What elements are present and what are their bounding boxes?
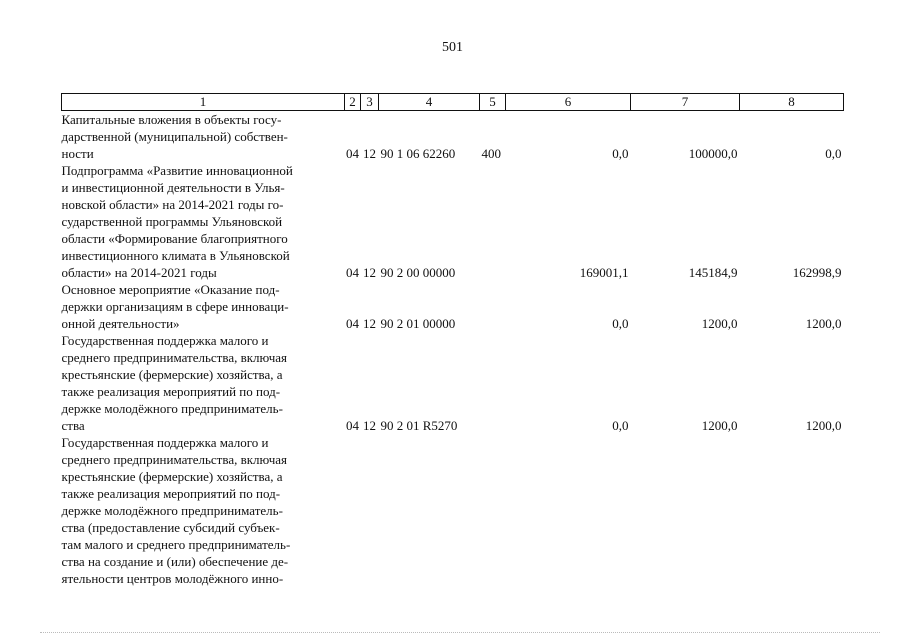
row-name-line: крестьянские (фермерские) хозяйства, а bbox=[61, 367, 283, 382]
table-row bbox=[62, 332, 844, 434]
section-code: 04 bbox=[346, 146, 359, 161]
row-name bbox=[62, 332, 345, 434]
target-article-code: 90 2 01 R5270 bbox=[380, 418, 458, 433]
table-row bbox=[62, 162, 844, 281]
scan-edge-artifact bbox=[40, 632, 880, 634]
subsection-code: 12 bbox=[363, 418, 376, 433]
page-number: 501 bbox=[442, 40, 463, 55]
row-name-line: держке молодёжного предприниматель- bbox=[61, 503, 283, 518]
row-name-line: там малого и среднего предприниматель- bbox=[61, 537, 291, 552]
row-name-line: области» на 2014-2021 годы bbox=[61, 265, 217, 280]
column-header: 3 bbox=[361, 94, 379, 111]
row-name bbox=[62, 111, 345, 163]
row-name-line: инвестиционного климата в Ульяновской bbox=[61, 248, 290, 263]
amount-col-6: 0,0 bbox=[612, 418, 629, 433]
column-header: 2 bbox=[345, 94, 361, 111]
row-name-line: Государственная поддержка малого и bbox=[61, 333, 269, 348]
amount-col-6: 169001,1 bbox=[579, 265, 629, 280]
row-name bbox=[62, 162, 345, 281]
amount-col-6: 0,0 bbox=[612, 146, 629, 161]
column-header: 6 bbox=[506, 94, 631, 111]
row-name-line: Капитальные вложения в объекты госу- bbox=[61, 112, 282, 127]
amount-col-7: 1200,0 bbox=[701, 418, 738, 433]
column-header: 4 bbox=[379, 94, 480, 111]
column-header: 1 bbox=[62, 94, 345, 111]
row-name bbox=[62, 434, 345, 587]
row-name-line: Основное мероприятие «Оказание под- bbox=[61, 282, 280, 297]
column-header: 8 bbox=[740, 94, 844, 111]
table-row bbox=[62, 434, 844, 587]
row-name-line: ятельности центров молодёжного инно- bbox=[61, 571, 284, 586]
row-name-line: держке молодёжного предприниматель- bbox=[61, 401, 283, 416]
row-name-line: ства bbox=[61, 418, 85, 433]
section-code: 04 bbox=[346, 265, 359, 280]
row-name-line: сударственной программы Ульяновской bbox=[61, 214, 283, 229]
row-name-line: крестьянские (фермерские) хозяйства, а bbox=[61, 469, 283, 484]
budget-table bbox=[61, 93, 844, 587]
row-name-line: ства на создание и (или) обеспечение де- bbox=[61, 554, 289, 569]
row-name-line: также реализация мероприятий по под- bbox=[61, 486, 281, 501]
expense-type-code bbox=[480, 434, 506, 587]
expense-type-code bbox=[480, 281, 506, 332]
subsection-code: 12 bbox=[363, 146, 376, 161]
amount-col-6 bbox=[506, 434, 631, 587]
row-name-line: ности bbox=[61, 146, 94, 161]
table-row bbox=[62, 281, 844, 332]
column-header: 5 bbox=[480, 94, 506, 111]
section-code bbox=[345, 434, 361, 587]
amount-col-8: 0,0 bbox=[825, 146, 842, 161]
row-name-line: области «Формирование благоприятного bbox=[61, 231, 288, 246]
subsection-code bbox=[361, 434, 379, 587]
row-name-line: и инвестиционной деятельности в Улья- bbox=[61, 180, 285, 195]
row-name-line: новской области» на 2014-2021 годы го- bbox=[61, 197, 284, 212]
amount-col-8: 1200,0 bbox=[805, 418, 842, 433]
amount-col-7: 1200,0 bbox=[701, 316, 738, 331]
amount-col-6: 0,0 bbox=[612, 316, 629, 331]
row-name-line: держки организациям в сфере инноваци- bbox=[61, 299, 289, 314]
table-row bbox=[62, 111, 844, 163]
amount-col-7: 145184,9 bbox=[688, 265, 738, 280]
row-name-line: Государственная поддержка малого и bbox=[61, 435, 269, 450]
row-name-line: дарственной (муниципальной) собствен- bbox=[61, 129, 288, 144]
row-name-line: Подпрограмма «Развитие инновационной bbox=[61, 163, 293, 178]
row-name-line: также реализация мероприятий по под- bbox=[61, 384, 281, 399]
amount-col-7 bbox=[631, 434, 740, 587]
column-header: 7 bbox=[631, 94, 740, 111]
amount-col-7: 100000,0 bbox=[688, 146, 738, 161]
row-name-line: ства (предоставление субсидий субъек- bbox=[61, 520, 280, 535]
target-article-code: 90 2 00 00000 bbox=[380, 265, 456, 280]
section-code: 04 bbox=[346, 316, 359, 331]
amount-col-8: 162998,9 bbox=[792, 265, 842, 280]
row-name-line: среднего предпринимательства, включая bbox=[61, 452, 288, 467]
expense-type-code bbox=[480, 332, 506, 434]
amount-col-8: 1200,0 bbox=[805, 316, 842, 331]
table-body bbox=[62, 111, 844, 588]
target-article-code bbox=[379, 434, 480, 587]
section-code: 04 bbox=[346, 418, 359, 433]
row-name bbox=[62, 281, 345, 332]
row-name-line: онной деятельности» bbox=[61, 316, 180, 331]
target-article-code: 90 2 01 00000 bbox=[380, 316, 456, 331]
amount-col-8 bbox=[740, 434, 844, 587]
subsection-code: 12 bbox=[363, 265, 376, 280]
expense-type-code: 400 bbox=[481, 146, 501, 161]
row-name-line: среднего предпринимательства, включая bbox=[61, 350, 288, 365]
subsection-code: 12 bbox=[363, 316, 376, 331]
expense-type-code bbox=[480, 162, 506, 281]
target-article-code: 90 1 06 62260 bbox=[380, 146, 456, 161]
table-header-row bbox=[62, 94, 844, 111]
